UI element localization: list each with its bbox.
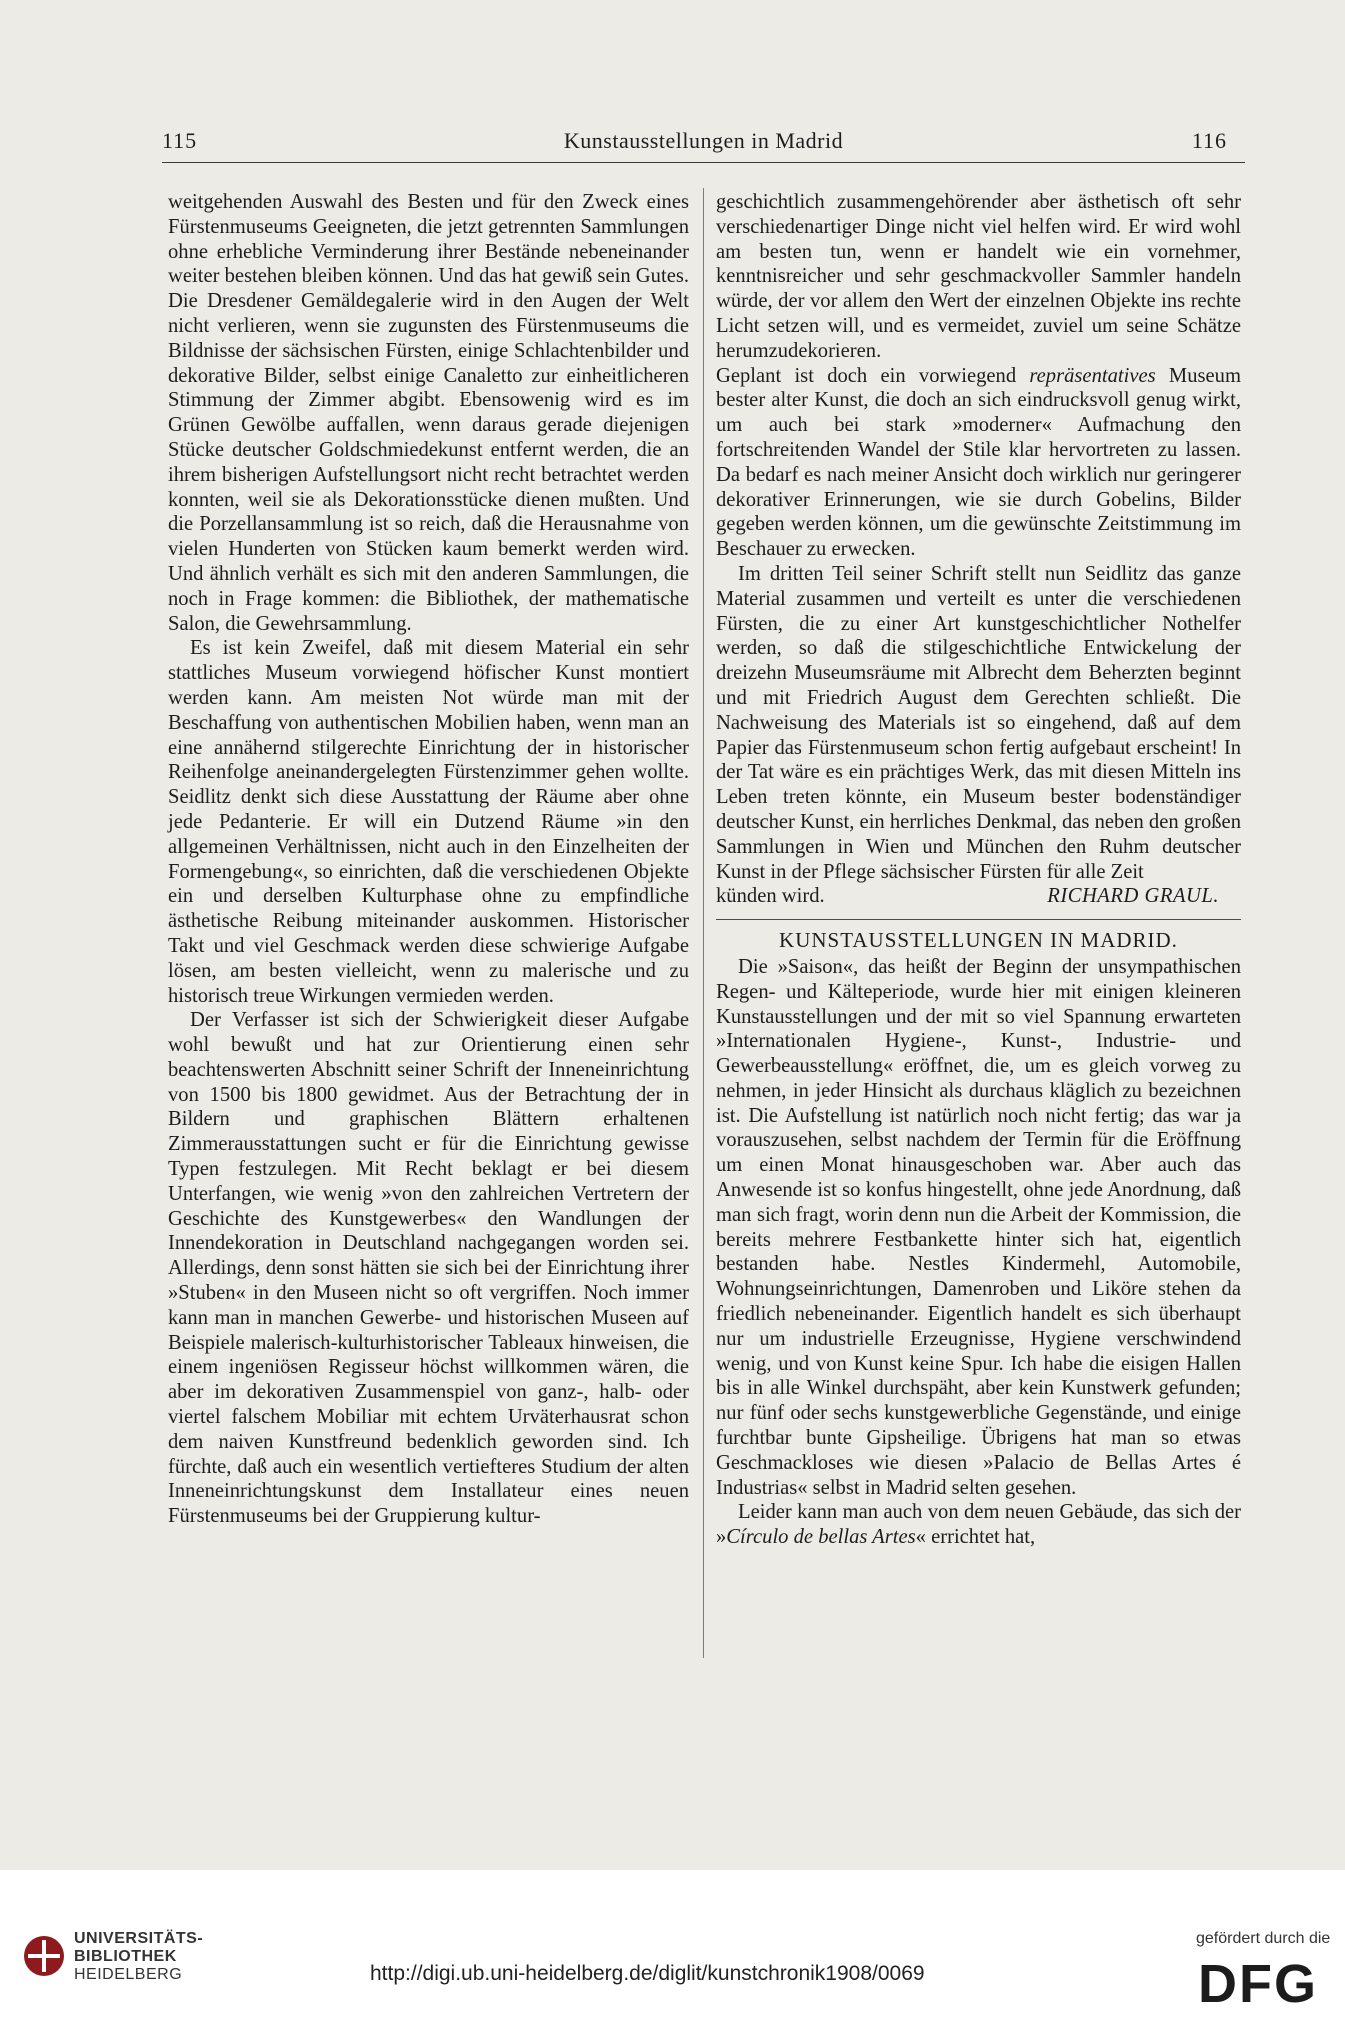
viewer-footer [0,1870,1345,2028]
text-run: Museum bester alter Kunst, die doch an sich eindrucksvoll genug wirkt, um auch bei stark »moderner« Aufmachung den fortschreitenden Wandel der Stile klar hervortreten zu lassen. Da bedarf es nach meiner Ansicht doch wirklich nur geringerer dekorativer Erinnerungen, wie sie durch Gobelins, Bilder gegeben werden können, um die gewünschte Zeitstimmung im Beschauer zu erwecken. [716,364,1241,561]
funded-by-label: gefördert durch die [1196,1930,1331,1947]
paragraph: Die »Saison«, das heißt der Beginn der unsympathischen Regen- und Kälteperiode, wurde hier mit einigen kleineren Kunstausstellungen und der mit so viel Spannung erwarteten »Internationalen Hygiene-, Kunst-, Industrie- und Gewerbeausstellung« eröffnet, die, um es gleich vorweg zu nehmen, in jeder Hinsicht als durchaus kläglich zu bezeichnen ist. Die Aufstellung ist natürlich noch nicht fertig; das war ja vorauszusehen, selbst nachdem der Termin für die Eröffnung um einen Monat hinausgeschoben war. Aber auch das Anwesende ist so konfus hingestellt, ohne jede Anordnung, daß man sich fragt, worin denn nun die Arbeit der Kommission, die bereits mehrere Festbankette hinter sich hat, eigentlich bestanden habe. Nestles Kindermehl, Automobile, Wohnungseinrichtungen, Damenroben und Liköre stehen da friedlich nebeneinander. Eigentlich handelt es sich überhaupt nur um industrielle Erzeugnisse, Hygiene verschwindend wenig, und von Kunst keine Spur. Ich habe die eisigen Hallen bis in alle Winkel durchspäht, aber kein Kunstwerk gefunden; nur fünf oder sechs kunstgewerbliche Gegenstände, und einige furchtbar bunte Gipsheilige. Übrigens hat man so etwas Geschmackloses wie diesen »Palacio de Bellas Artes é Industrias« selbst in Madrid selten gesehen. [716,955,1241,1499]
column-divider [703,188,704,1658]
signature-line [716,884,1241,909]
italic-term: repräsentatives [1029,364,1156,387]
running-title: Kunstausstellungen in Madrid [563,128,844,153]
closing-words: künden wird. [716,885,825,908]
left-column [168,190,689,1529]
heidelberg-library-logo-icon [24,1936,64,1976]
author-signature: RICHARD GRAUL. [1047,885,1219,908]
library-name-line: BIBLIOTHEK [74,1948,177,1965]
library-name-line: UNIVERSITÄTS- [74,1930,204,1947]
paragraph: Es ist kein Zweifel, daß mit diesem Material ein sehr stattliches Museum vorwiegend höfischer Kunst montiert werden kann. Am meisten Not würde man mit der Beschaffung von authentischen Mobilien haben, wenn man an eine annähernd stilgerechte Einrichtung der in historischer Reihenfolge aneinandergelegten Fürstenzimmer gehen wollte. Seidlitz denkt sich diese Ausstattung der Räume aber ohne jede Pedanterie. Er will ein Dutzend Räume »in den allgemeinen Verhältnissen, nicht auch in den Einzelheiten der Formengebung«, so einrichten, daß die verschiedenen Objekte ein und derselben Kulturphase ohne zu empfindliche ästhetische Reibung miteinander auskommen. Historischer Takt und viel Geschmack werden diese schwierige Aufgabe lösen, am besten vielleicht, wenn zu malerische und zu historisch treue Wirkungen vermieden werden. [168,637,689,1007]
paragraph [716,1500,1241,1550]
paragraph: weitgehenden Auswahl des Besten und für den Zweck eines Fürstenmuseums Geeigneten, die jetzt getrennten Sammlungen ohne erhebliche Verminderung ihrer Bestände nebeneinander weiter bestehen bleiben können. Und das hat gewiß sein Gutes. Die Dresdener Gemäldegalerie wird in den Augen der Welt nicht verlieren, wenn sie zugunsten des Fürstenmuseums die Bildnisse der sächsischen Fürsten, einige Schlachtenbilder und dekorative Bilder, selbst einige Canaletto zur einheitlicheren Stimmung der Zimmer abgibt. Ebensowenig wird es im Grünen Gewölbe auffallen, wenn daraus gerade diejenigen Stücke deutscher Goldschmiedekunst entfernt werden, die an ihrem bisherigen Aufstellungsort nicht recht betrachtet werden konnten, weil sie als Dekorationsstücke dienen mußten. Und die Porzellansammlung ist so reich, daß die Herausnahme von vielen Hunderten von Stücken kaum bemerkt werden wird. Und ähnlich verhält es sich mit den anderen Sammlungen, die noch in Frage kommen: die Bibliothek, der mathematische Salon, die Gewehrsammlung. [168,191,689,635]
running-head [162,128,1245,163]
text-run: Geplant ist doch ein vorwiegend [716,364,1030,387]
text-run: « errichtet hat, [915,1526,1036,1549]
text-run: Leider kann man auch von dem neuen Gebäude, das sich der » [716,1501,1241,1549]
paragraph [716,364,1241,562]
paragraph: Der Verfasser ist sich der Schwierigkeit dieser Aufgabe wohl bewußt und hat zur Orientierung einen sehr beachtenswerten Abschnitt seiner Schrift der Inneneinrichtung von 1500 bis 1800 gewidmet. Aus der Betrachtung der in Bildern und graphischen Blättern erhaltenen Zimmerausstattungen sucht er für die Einrichtung gewisse Typen festzulegen. Mit Recht beklagt er bei diesem Unterfangen, wie wenig »von den zahlreichen Vertretern der Geschichte des Kunstgewerbes« den Wandlungen der Innendekoration in Deutschland nachgegangen worden sei. Allerdings, denn sonst hätten sie sich bei der Einrichtung ihrer »Stuben« in den Museen nicht so oft vergriffen. Noch immer kann man in manchen Gewerbe- und historischen Museen auf Beispiele malerisch-kulturhistorischer Tableaux hinweisen, die einem ingeniösen Regisseur höchst willkommen wären, die aber im dekorativen Zusammenspiel von ganz-, halb- oder viertel falschem Mobiliar mit echtem Urväterhausrat schon dem naiven Kunstfreund bedenklich geworden sind. Ich fürchte, daß auch ein wesentlich vertiefteres Studium der alten Inneneinrichtungskunst dem Installateur eines neuen Fürstenmuseums bei der Gruppierung kultur- [168,1009,689,1528]
library-name [74,1930,203,1984]
source-url: http://digi.ub.uni-heidelberg.de/diglit/kunstchronik1908/0069 [370,1962,925,1985]
italic-term: Círculo de bellas Artes [726,1526,916,1549]
section-heading: KUNSTAUSSTELLUNGEN IN MADRID. [779,928,1178,953]
paragraph: Im dritten Teil seiner Schrift stellt nun Seidlitz das ganze Material zusammen und verteilt es unter die verschiedenen Fürsten, die zu einer Art kunstgeschichtlicher Nothelfer werden, so daß die stilgeschichtliche Entwickelung der dreizehn Museumsräume mit Albrecht dem Beherzten beginnt und mit Friedrich August dem Gerechten schließt. Die Nachweisung des Materials ist so eingehend, daß auf dem Papier das Fürstenmuseum schon fertig aufgebaut erscheint! In der Tat wäre es ein prächtiges Werk, das mit diesen Mitteln ins Leben treten könnte, ein Museum bester bodenständiger deutscher Kunst, ein herrliches Denkmal, das neben den großen Sammlungen in Wien und München den Ruhm deutscher Kunst in der Pflege sächsischer Fürsten für alle Zeit [716,562,1241,883]
right-column [716,190,1241,1550]
library-name-line: HEIDELBERG [74,1966,183,1983]
page-number-right: 116 [1191,128,1227,153]
section-divider [716,919,1241,920]
dfg-logo: DFG [1198,1954,1318,2014]
paragraph: geschichtlich zusammengehörender aber ästhetisch oft sehr verschiedenartiger Dinge nicht viel helfen wird. Er wird wohl am besten tun, wenn er handelt wie ein vornehmer, kenntnisreicher und sehr geschmackvoller Sammler handeln würde, der vor allem den Wert der einzelnen Objekte ins rechte Licht setzen will, und es vermeidet, zuviel um seine Schätze herumzudekorieren. [716,191,1241,362]
page-number-left: 115 [162,128,198,153]
